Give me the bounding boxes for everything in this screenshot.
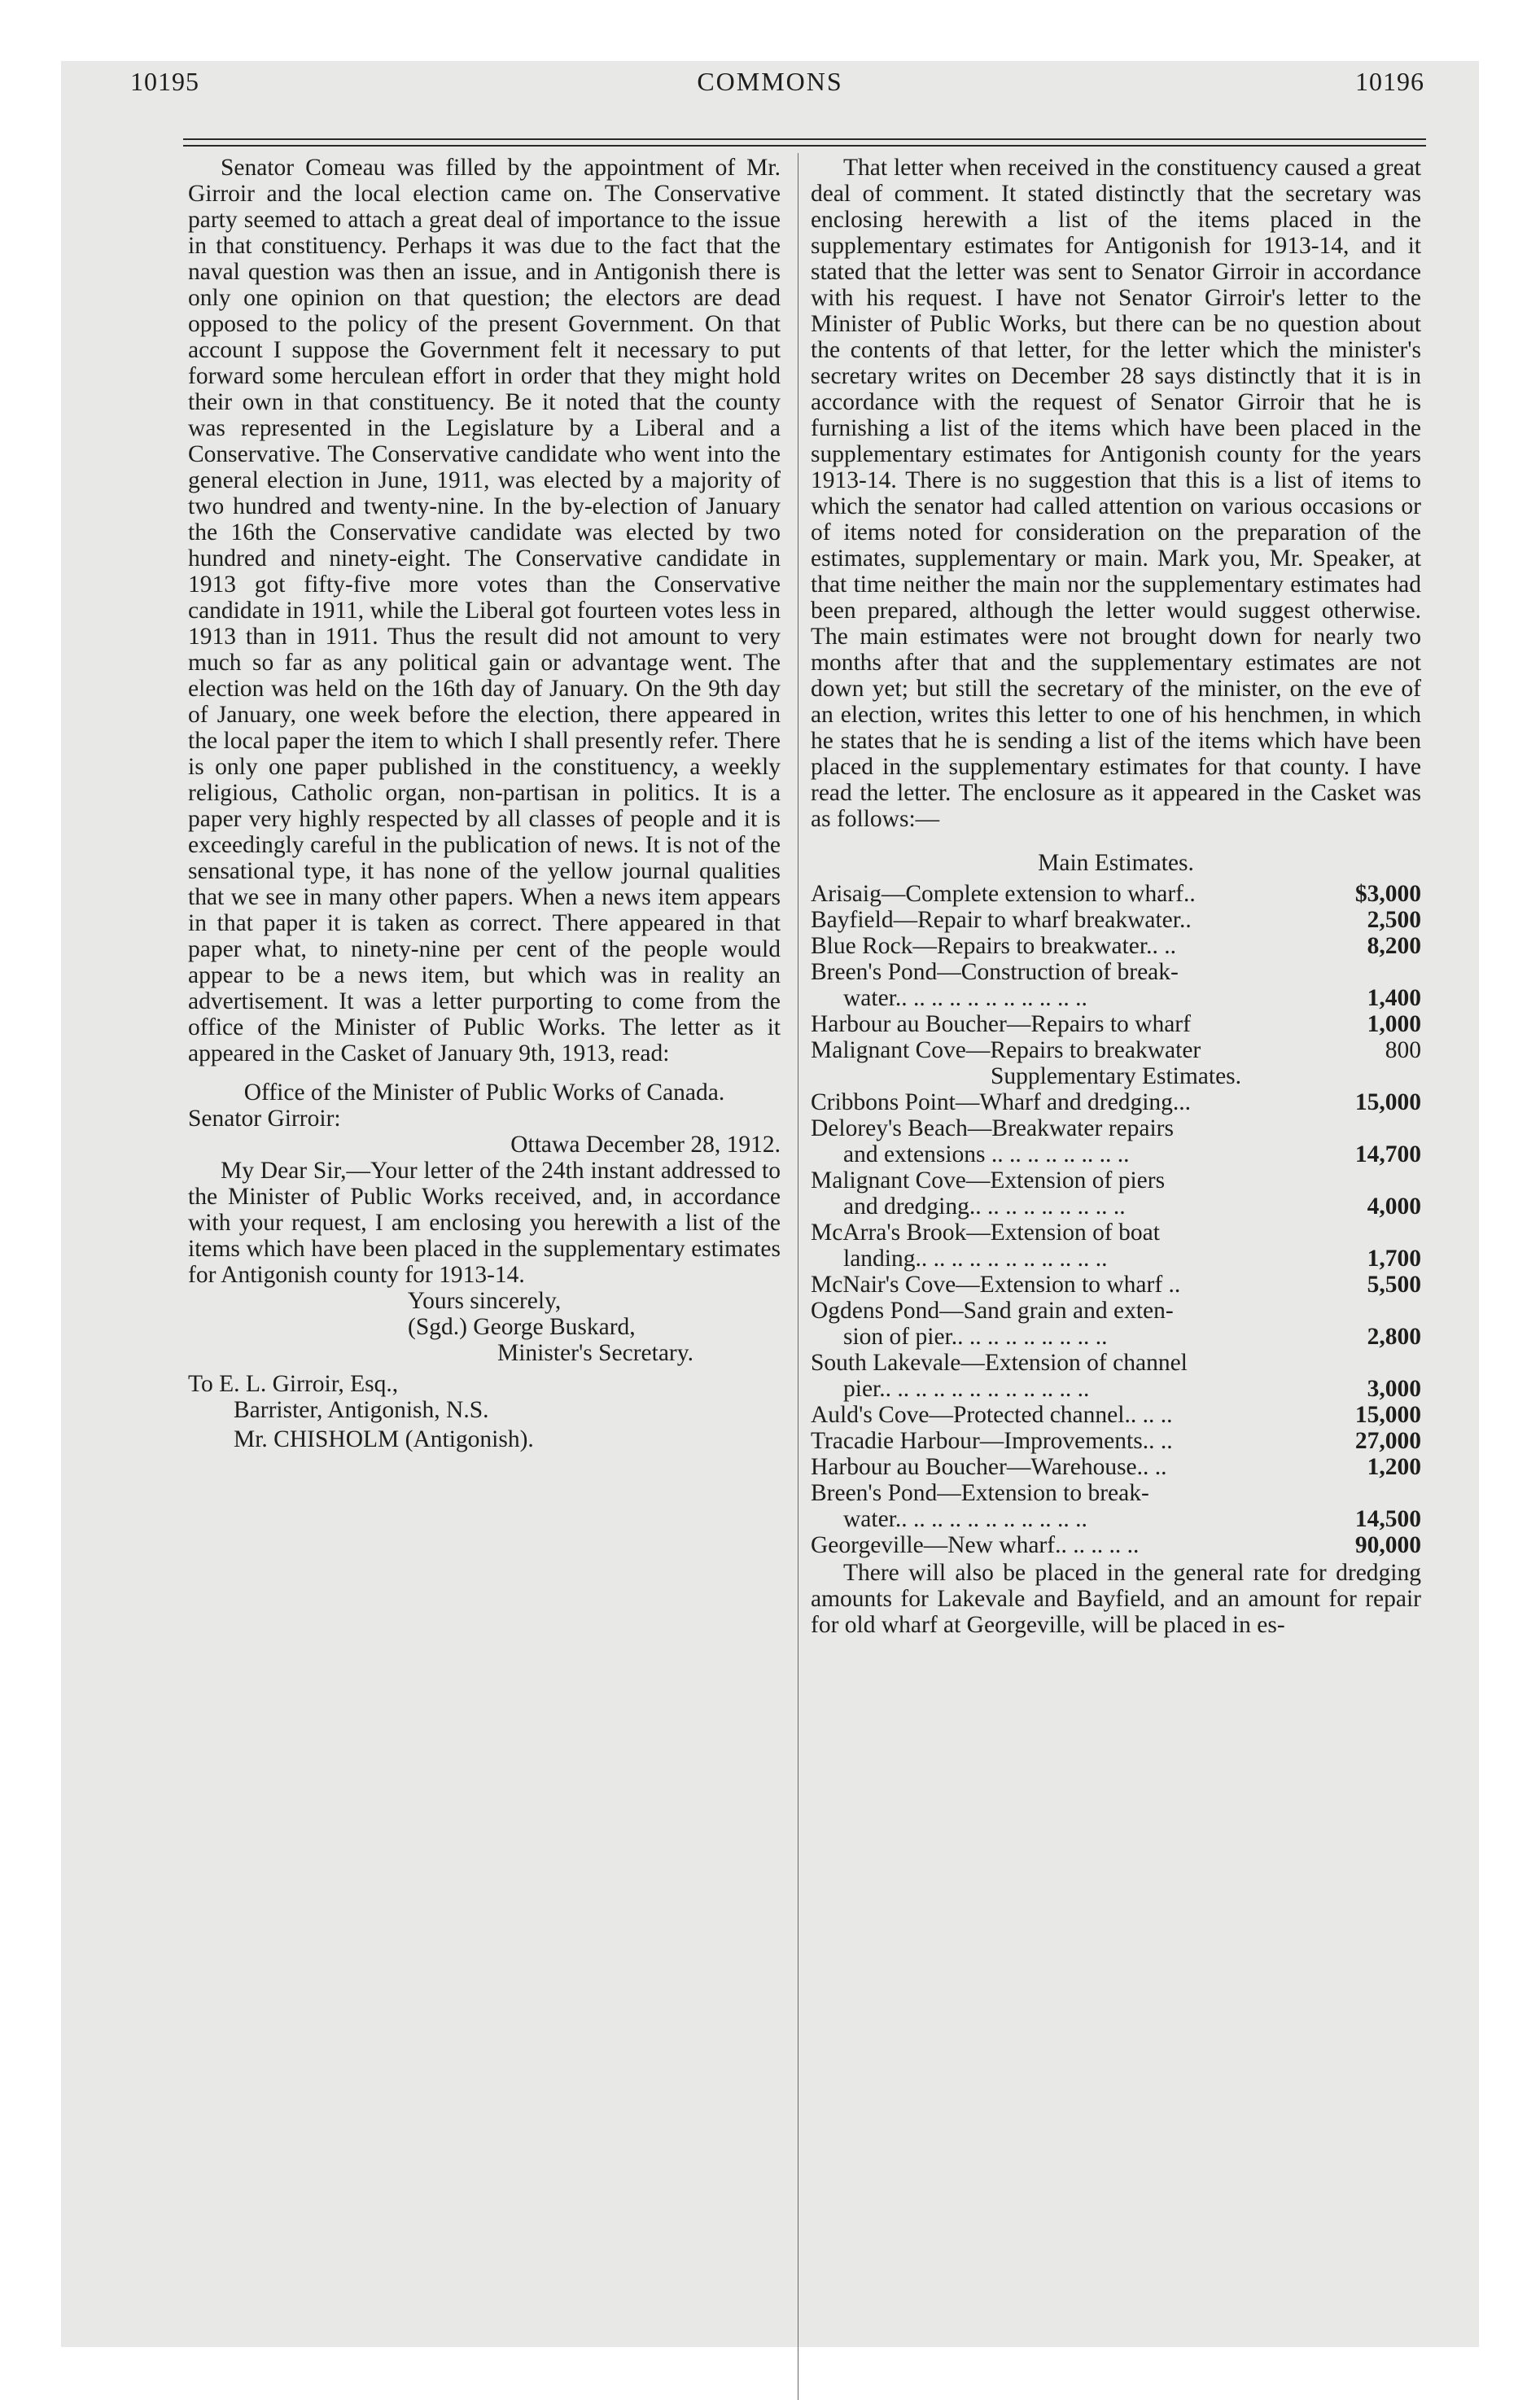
estimate-item xyxy=(811,1454,1421,1480)
letter-closing: Yours sincerely, xyxy=(407,1288,562,1314)
letter-body: My Dear Sir,—Your letter of the 24th instant addressed to the Minister of Public Works received, and, in accordance with your request, I am enclosing you herewith a list of the items which have been placed in the supplementary estimates for Antigonish county for 1913-14. xyxy=(188,1158,781,1288)
estimate-item-name: Harbour au Boucher—Repairs to wharf xyxy=(811,1011,1191,1037)
estimate-item-name: Breen's Pond—Extension to break- xyxy=(811,1480,1149,1506)
estimate-item-value: 1,200 xyxy=(1367,1454,1421,1480)
estimate-item-name-cont: and extensions .. .. .. .. .. .. .. .. xyxy=(843,1141,1130,1167)
letter-to-line: To E. L. Girroir, Esq., xyxy=(188,1371,399,1397)
header-rule-bottom xyxy=(183,145,1426,147)
estimate-item-name-cont: water.. .. .. .. .. .. .. .. .. .. .. xyxy=(843,985,1087,1011)
estimate-item-name-cont: sion of pier.. .. .. .. .. .. .. .. .. xyxy=(843,1324,1108,1350)
estimate-item-name: Malignant Cove—Repairs to breakwater xyxy=(811,1037,1201,1063)
estimate-item-name: Ogdens Pond—Sand grain and exten- xyxy=(811,1298,1174,1324)
estimate-item-value: 27,000 xyxy=(1354,1428,1421,1454)
left-paragraph-1: Senator Comeau was filled by the appointment of Mr. Girroir and the local election came on. The Conservative party seemed to attach a great deal of importance to the issue in that constituency. Perhaps it was due to the fact that the naval question was then an issue, and in Antigonish there is only one opinion on that question; the electors are dead opposed to the policy of the present Government. On that account I suppose the Government felt it necessary to put forward some herculean effort in order that they might hold their own in that constituency. Be it noted that the county was represented in the Legislature by a Liberal and a Conservative. The Conservative candidate who went into the general election in June, 1911, was elected by a majority of two hundred and twenty-nine. In the by-election of January the 16th the Conservative candidate was elected by two hundred and ninety-eight. The Conservative candidate in 1913 got fifty-five more votes than the Conservative candidate in 1911, while the Liberal got fourteen votes less in 1913 than in 1911. Thus the result did not amount to very much so far as any political gain or advantage went. The election was held on the 16th day of January. On the 9th day of January, one week before the election, there appeared in the local paper the item to which I shall presently refer. There is only one paper published in the constituency, a weekly religious, Catholic organ, non-partisan in politics. It is a paper very highly respected by all classes of people and it is exceedingly careful in the publication of news. It is not of the sensational type, it has none of the yellow journal qualities that we see in many other papers. When a news item appears in that paper it is taken as correct. There appeared in that paper what, to ninety-nine per cent of the people would appear to be a news item, but which was in reality an advertisement. It was a letter purporting to come from the office of the Minister of Public Works. The letter as it appeared in the Casket of January 9th, 1913, read: xyxy=(188,155,781,1066)
estimate-item xyxy=(811,1298,1421,1350)
estimate-item-value: 5,500 xyxy=(1367,1272,1421,1298)
estimate-item xyxy=(811,959,1421,1011)
estimate-item xyxy=(811,1350,1421,1402)
estimate-item-value: $3,000 xyxy=(1354,881,1421,907)
estimate-item-name: Blue Rock—Repairs to breakwater.. .. xyxy=(811,933,1176,959)
estimate-item-value: 1,700 xyxy=(1367,1246,1421,1272)
estimate-item-name: Harbour au Boucher—Warehouse.. .. xyxy=(811,1454,1167,1480)
estimate-item-name: Auld's Cove—Protected channel.. .. .. xyxy=(811,1402,1173,1428)
page-number-left: 10195 xyxy=(130,67,199,96)
estimate-item xyxy=(811,1480,1421,1532)
estimate-item-value: 3,000 xyxy=(1367,1376,1421,1402)
estimate-item-name-cont: and dredging.. .. .. .. .. .. .. .. .. xyxy=(843,1193,1126,1220)
estimate-item xyxy=(811,1089,1421,1115)
estimate-item-name: Cribbons Point—Wharf and dredging... xyxy=(811,1089,1192,1115)
estimate-item xyxy=(811,907,1421,933)
estimate-item-name: Arisaig—Complete extension to wharf.. xyxy=(811,881,1196,907)
page-number-right: 10196 xyxy=(1355,67,1424,96)
estimate-item xyxy=(811,1037,1421,1063)
estimate-item-value: 8,200 xyxy=(1367,933,1421,959)
estimate-item xyxy=(811,1428,1421,1454)
estimate-item xyxy=(811,1011,1421,1037)
letter-signature: (Sgd.) George Buskard, xyxy=(408,1314,636,1340)
estimate-item-value: 14,700 xyxy=(1354,1141,1421,1167)
estimate-item-name: McNair's Cove—Extension to wharf .. xyxy=(811,1272,1181,1298)
letter-to-address: Barrister, Antigonish, N.S. xyxy=(234,1397,489,1423)
estimate-item-name: Georgeville—New wharf.. .. .. .. .. xyxy=(811,1532,1140,1558)
estimate-item-value: 2,800 xyxy=(1367,1324,1421,1350)
right-column xyxy=(811,155,1421,1638)
estimate-item xyxy=(811,1272,1421,1298)
estimate-item-name: Delorey's Beach—Breakwater repairs xyxy=(811,1115,1174,1141)
estimate-item-name: Malignant Cove—Extension of piers xyxy=(811,1167,1166,1193)
estimate-item-name: McArra's Brook—Extension of boat xyxy=(811,1220,1160,1246)
estimate-item xyxy=(811,1402,1421,1428)
estimate-item xyxy=(811,1167,1421,1220)
page-header xyxy=(0,67,1540,107)
estimate-item-value: 15,000 xyxy=(1354,1402,1421,1428)
estimate-item-value: 1,000 xyxy=(1367,1011,1421,1037)
estimate-item-value: 800 xyxy=(1385,1037,1421,1063)
right-paragraph-1: That letter when received in the constituency caused a great deal of comment. It stated distinctly that the secretary was enclosing herewith a list of the items placed in the supplementary estimates for Antigonish for 1913-14, and it stated that the letter was sent to Senator Girroir in accordance with his request. I have not Senator Girroir's letter to the Minister of Public Works, but there can be no question about the contents of that letter, for the letter which the minister's secretary writes on December 28 says distinctly that it is in accordance with the request of Senator Girroir that he is furnishing a list of the items which have been placed in the supplementary estimates for Antigonish county for the years 1913-14. There is no suggestion that this is a list of items to which the senator had called attention on various occasions or of items noted for consideration on the preparation of the estimates, supplementary or main. Mark you, Mr. Speaker, at that time neither the main nor the supplementary estimates had been prepared, although the letter would suggest otherwise. The main estimates were not brought down for nearly two months after that and the supplementary estimates are not down yet; but still the secretary of the minister, on the eve of an election, writes this letter to one of his henchmen, in which he states that he is sending a list of the items which have been placed in the supplementary estimates for that county. I have read the letter. The enclosure as it appeared in the Casket was as follows:— xyxy=(811,155,1421,832)
estimate-item-name: South Lakevale—Extension of channel xyxy=(811,1350,1188,1376)
supplementary-estimates-list xyxy=(811,1089,1421,1558)
letter-signature-title: Minister's Secretary. xyxy=(497,1340,693,1366)
estimate-item-name-cont: water.. .. .. .. .. .. .. .. .. .. .. xyxy=(843,1506,1087,1532)
estimate-item-value: 90,000 xyxy=(1354,1532,1421,1558)
estimate-item-name-cont: pier.. .. .. .. .. .. .. .. .. .. .. .. xyxy=(843,1376,1090,1402)
estimate-item-value: 1,400 xyxy=(1367,985,1421,1011)
estimate-item xyxy=(811,881,1421,907)
closing-paragraph: There will also be placed in the general rate for dredging amounts for Lakevale and Bayfield, and an amount for repair for old wharf at Georgeville, will be placed in es- xyxy=(811,1560,1421,1638)
estimate-item-value: 14,500 xyxy=(1354,1506,1421,1532)
letter-date: Ottawa December 28, 1912. xyxy=(510,1132,781,1158)
running-head: COMMONS xyxy=(697,67,843,96)
estimate-item-name-cont: landing.. .. .. .. .. .. .. .. .. .. .. xyxy=(843,1246,1108,1272)
supplementary-estimates-title: Supplementary Estimates. xyxy=(990,1063,1242,1089)
estimate-item xyxy=(811,1220,1421,1272)
header-rule-top xyxy=(183,138,1426,140)
speaker-name: Mr. CHISHOLM (Antigonish). xyxy=(234,1426,534,1452)
estimate-item xyxy=(811,1532,1421,1558)
letter-addressee: Senator Girroir: xyxy=(188,1106,341,1132)
estimate-item-value: 15,000 xyxy=(1354,1089,1421,1115)
estimate-item-name: Breen's Pond—Construction of break- xyxy=(811,959,1179,985)
estimate-item xyxy=(811,933,1421,959)
estimate-item-name: Bayfield—Repair to wharf breakwater.. xyxy=(811,907,1192,933)
estimate-item-value: 4,000 xyxy=(1367,1193,1421,1220)
estimate-item-value: 2,500 xyxy=(1367,907,1421,933)
estimate-item-name: Tracadie Harbour—Improvements.. .. xyxy=(811,1428,1173,1454)
left-column xyxy=(188,155,781,1452)
estimate-item xyxy=(811,1115,1421,1167)
main-estimates-title: Main Estimates. xyxy=(1038,850,1194,876)
letter-office-heading: Office of the Minister of Public Works of Canada. xyxy=(243,1080,725,1106)
